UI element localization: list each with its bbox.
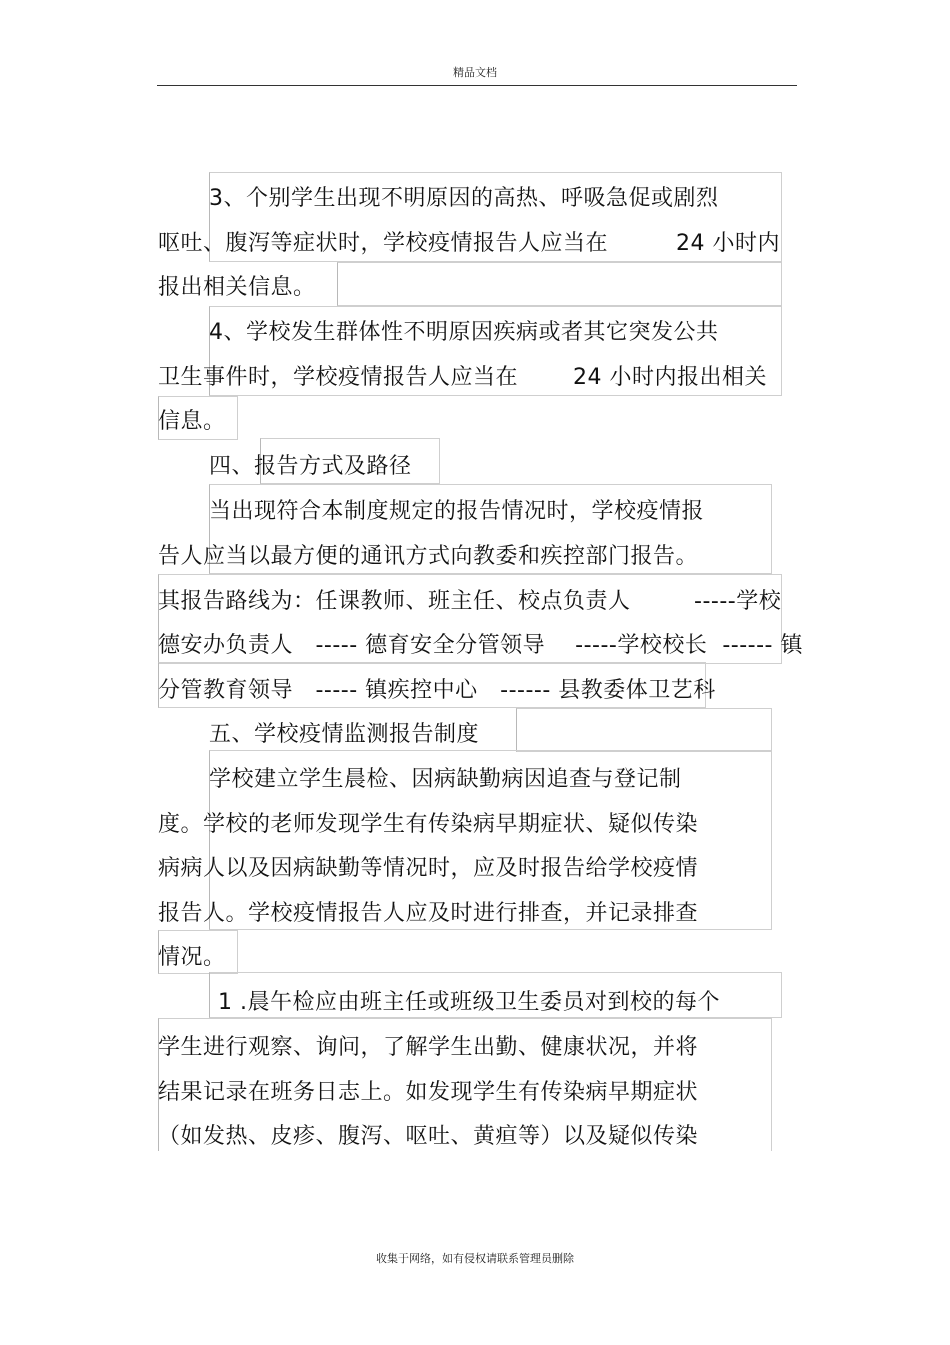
paragraph-line: 学生进行观察、询问，了解学生出勤、健康状况，并将 [158, 1035, 699, 1060]
paragraph-line: 情况。 [158, 945, 226, 970]
paragraph-line: 24 小时内 [676, 231, 780, 256]
paragraph-line: （如发热、皮疹、腹泻、呕吐、黄疸等）以及疑似传染 [158, 1124, 699, 1149]
paragraph-line: 4、学校发生群体性不明原因疾病或者其它突发公共 [209, 320, 719, 345]
paragraph-line: 学校建立学生晨检、因病缺勤病因追查与登记制 [209, 767, 682, 792]
paragraph-line: 德安办负责人 ----- 德育安全分管领导 -----学校校长 ------ 镇 [158, 633, 803, 658]
paragraph-line: 告人应当以最方便的通讯方式向教委和疾控部门报告。 [158, 544, 699, 569]
paragraph-line: 3、个别学生出现不明原因的高热、呼吸急促或剧烈 [209, 186, 719, 211]
section-heading: 四、报告方式及路径 [209, 454, 412, 479]
paragraph-line: 报出相关信息。 [158, 275, 316, 300]
paragraph-line: 呕吐、腹泻等症状时，学校疫情报告人应当在 [158, 231, 609, 256]
paragraph-line: 卫生事件时，学校疫情报告人应当在 [158, 365, 519, 390]
page-header: 精品文档 [453, 66, 497, 79]
frame-box [516, 708, 772, 752]
paragraph-line: 病病人以及因病缺勤等情况时，应及时报告给学校疫情 [158, 856, 699, 881]
paragraph-line: 1 .晨午检应由班主任或班级卫生委员对到校的每个 [218, 990, 720, 1015]
header-divider [157, 85, 797, 86]
frame-box [337, 262, 782, 306]
paragraph-line: 报告人。学校疫情报告人应及时进行排查，并记录排查 [158, 901, 699, 926]
paragraph-line: 分管教育领导 ----- 镇疾控中心 ------ 县教委体卫艺科 [158, 678, 716, 703]
paragraph-line: 结果记录在班务日志上。如发现学生有传染病早期症状 [158, 1080, 699, 1105]
paragraph-line: 信息。 [158, 409, 226, 434]
page-footer: 收集于网络，如有侵权请联系管理员删除 [376, 1252, 574, 1265]
paragraph-line: 度。学校的老师发现学生有传染病早期症状、疑似传染 [158, 812, 699, 837]
paragraph-line: 当出现符合本制度规定的报告情况时，学校疫情报 [209, 499, 705, 524]
paragraph-line: 24 小时内报出相关 [573, 365, 767, 390]
paragraph-line: -----学校 [694, 589, 782, 614]
paragraph-line: 其报告路线为：任课教师、班主任、校点负责人 [158, 589, 631, 614]
section-heading: 五、学校疫情监测报告制度 [209, 722, 480, 747]
